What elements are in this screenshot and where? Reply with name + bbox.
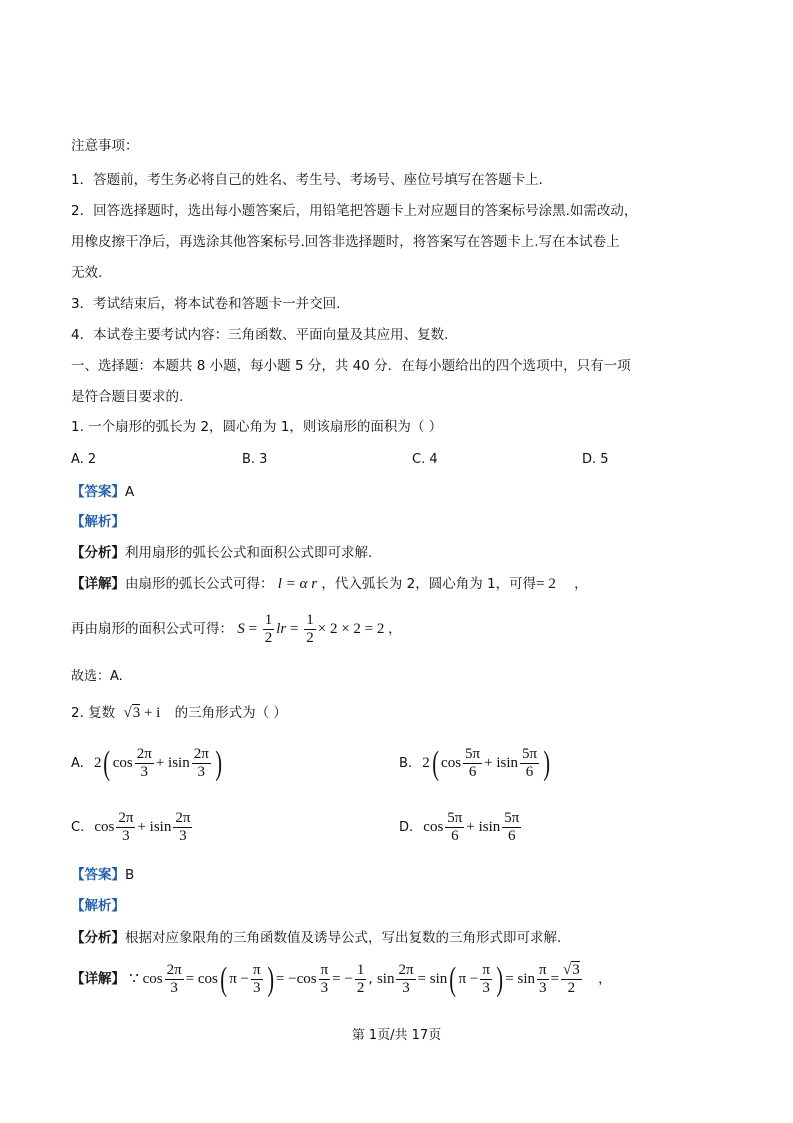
fenxi-tag: 【分析】 xyxy=(71,545,125,561)
q1-detail1-mid: ，代入弧长为 2，圆心角为 1，可得 xyxy=(321,576,537,592)
answer-tag: 【答案】 xyxy=(71,484,125,500)
note-2-line-3: 无效. xyxy=(71,265,103,281)
q1-analysis-tag: 【解析】 xyxy=(71,514,125,530)
section-line-1: 一、选择题：本题共 8 小题，每小题 5 分，共 40 分．在每小题给出的四个选项中，只有一项 xyxy=(71,358,631,374)
q1-option-d: D. 5 xyxy=(582,452,609,467)
note-2-line-2: 用橡皮擦干净后，再选涂其他答案标号.回答非选择题时，将答案写在答题卡上.写在本试卷上 xyxy=(71,234,620,250)
section-line-2: 是符合题目要求的. xyxy=(71,389,184,405)
xiangjie-tag: 【详解】 xyxy=(71,971,125,987)
q1-detail-row-1 xyxy=(71,575,588,593)
note-3: 3．考试结束后，将本试卷和答题卡一并交回. xyxy=(71,296,341,312)
page-footer: 第 1页/共 17页 xyxy=(351,1028,442,1043)
q2-option-d: D. cos $\frac{5\pi}{6}$ + isin $\frac{5\pi}{6}$ xyxy=(399,810,520,844)
q1-detail-row-2 xyxy=(71,612,402,647)
q1-stem: 1. 一个扇形的弧长为 2，圆心角为 1，则该扇形的面积为（ ） xyxy=(71,419,443,435)
q2-answer: B xyxy=(125,867,135,883)
q1-option-a: A. 2 xyxy=(71,452,97,467)
arc-length-formula: l = α r xyxy=(277,576,318,592)
sin-identity: sin $\frac{2\pi}{3}$ = sin( π − $\frac{\pi}{3}$ ) = sin $\frac{\pi}{3}$ = $\frac{√3}{2}$ xyxy=(376,960,580,998)
q1-detail2-pre: 再由扇形的面积公式可得： xyxy=(71,621,233,637)
q1-option-c: C. 4 xyxy=(412,452,438,467)
q2-detail-row: 【详解】 ∵ cos $\frac{2\pi}{3}$ = cos( π − $\frac{\pi}{3}$ ) = −cos $\frac{\pi}{3}$ = − $\frac{1}{2}$ , sin $\frac{2\pi}{3}$ = sin( π − $\frac{\pi}{3}$ ) = sin $\frac{\pi}{3}$ = $\frac{√3}{2}$ ， xyxy=(71,960,612,998)
q1-conclusion: 故选：A. xyxy=(71,669,123,684)
q1-fenxi-text: 利用扇形的弧长公式和面积公式即可求解. xyxy=(125,545,373,561)
q2-detail-end: ， xyxy=(598,971,612,987)
q1-answer-row xyxy=(71,483,134,501)
fenxi-tag: 【分析】 xyxy=(71,930,125,946)
note-4: 4．本试卷主要考试内容：三角函数、平面向量及其应用、复数. xyxy=(71,327,449,343)
q1-answer: A xyxy=(125,484,135,500)
answer-tag: 【答案】 xyxy=(71,867,125,883)
q1-detail1-pre: 由扇形的弧长公式可得： xyxy=(125,576,274,592)
note-2-line-1: 2．回答选择题时，选出每小题答案后，用铅笔把答题卡上对应题目的答案标号涂黑.如需改动， xyxy=(71,203,638,219)
cos-identity: ∵ cos $\frac{2\pi}{3}$ = cos( π − $\frac{\pi}{3}$ ) = −cos $\frac{\pi}{3}$ = − $\frac{1}{2}$ xyxy=(129,960,365,998)
complex-number: √3 + i xyxy=(123,705,161,721)
xiangjie-tag: 【详解】 xyxy=(71,576,125,592)
notes-heading: 注意事项： xyxy=(71,138,139,154)
q1-detail1-eq: = 2 xyxy=(536,576,556,592)
q2-fenxi-row xyxy=(71,929,561,947)
q2-analysis-tag: 【解析】 xyxy=(71,898,125,914)
note-1: 1．答题前，考生务必将自己的姓名、考生号、考场号、座位号填写在答题卡上． xyxy=(71,172,553,188)
q2-option-c: C. cos $\frac{2\pi}{3}$ + isin $\frac{2\pi}{3}$ xyxy=(71,810,191,844)
q2-answer-row xyxy=(71,866,134,884)
q2-stem: 2. 复数 √3 + i 的三角形式为（ ） xyxy=(71,705,287,721)
q1-option-b: B. 3 xyxy=(242,452,268,467)
q2-option-b: B. 2( cos $\frac{5\pi}{6}$ + isin $\frac{5\pi}{6}$ ) xyxy=(399,744,551,782)
area-formula: S = $\frac{1}{2}$ lr = $\frac{1}{2}$ × 2 × 2 = 2 xyxy=(237,612,389,647)
q1-detail2-end: ， xyxy=(388,621,402,637)
q1-detail1-end: ， xyxy=(574,576,588,592)
q2-fenxi-text: 根据对应象限角的三角函数值及诱导公式，写出复数的三角形式即可求解. xyxy=(125,930,562,946)
q2-option-a: A. 2( cos $\frac{2\pi}{3}$ + isin $\frac{2\pi}{3}$ ) xyxy=(71,744,222,782)
q1-fenxi-row xyxy=(71,544,372,562)
